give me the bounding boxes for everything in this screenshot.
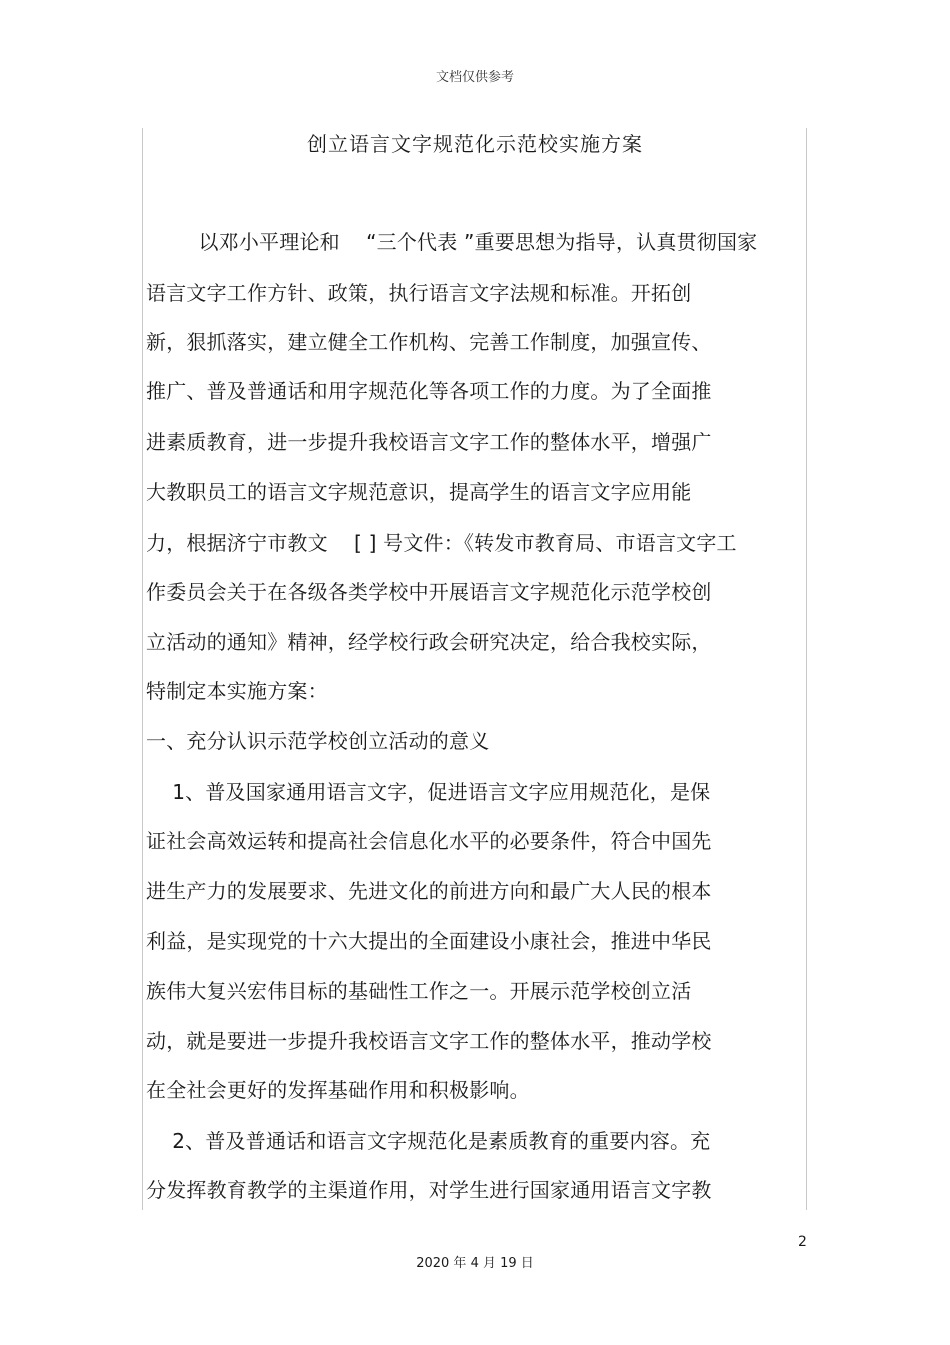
body-line: 分发挥教育教学的主渠道作用，对学生进行国家通用语言文字教 (146, 1178, 712, 1202)
body-line: 新，狠抓落实，建立健全工作机构、完善工作制度，加强宣传、 (146, 330, 712, 354)
body-line: 力，根据济宁市教文 [ ] 号文件：《转发市教育局、市语言文字工 (146, 531, 737, 555)
body-line: 推广、普及普通话和用字规范化等各项工作的力度。为了全面推 (146, 379, 712, 403)
body-line: 作委员会关于在各级各类学校中开展语言文字规范化示范学校创 (146, 580, 712, 604)
body-line: 证社会高效运转和提高社会信息化水平的必要条件，符合中国先 (146, 829, 712, 853)
page-number: 2 (798, 1234, 807, 1250)
body-line: 大教职员工的语言文字规范意识，提高学生的语言文字应用能 (146, 480, 692, 504)
document-title: 创立语言文字规范化示范校实施方案 (307, 132, 643, 156)
right-margin-rule (806, 128, 807, 1210)
body-line: 立活动的通知》精神，经学校行政会研究决定，给合我校实际， (146, 630, 712, 654)
body-line: 以邓小平理论和 “三个代表 ”重要思想为指导，认真贯彻国家 (146, 230, 758, 254)
body-line: 动，就是要进一步提升我校语言文字工作的整体水平，推动学校 (146, 1029, 712, 1053)
page-header: 文档仅供参考 (435, 70, 514, 85)
body-line: 2、普及普通话和语言文字规范化是素质教育的重要内容。充 (146, 1129, 711, 1153)
body-line: 利益，是实现党的十六大提出的全面建设小康社会，推进中华民 (146, 929, 712, 953)
body-line: 特制定本实施方案： (146, 679, 328, 703)
body-line: 进生产力的发展要求、先进文化的前进方向和最广大人民的根本 (146, 879, 712, 903)
body-line: 1、普及国家通用语言文字，促进语言文字应用规范化，是保 (146, 780, 711, 804)
section-heading: 一、充分认识示范学校创立活动的意义 (146, 729, 490, 753)
footer-date: 2020 年 4 月 19 日 (416, 1256, 534, 1271)
body-line: 语言文字工作方针、政策，执行语言文字法规和标准。开拓创 (146, 281, 692, 305)
body-line: 进素质教育，进一步提升我校语言文字工作的整体水平，增强广 (146, 430, 712, 454)
body-line: 族伟大复兴宏伟目标的基础性工作之一。开展示范学校创立活 (146, 979, 692, 1003)
left-margin-rule (142, 128, 143, 1210)
body-line: 在全社会更好的发挥基础作用和积极影响。 (146, 1078, 530, 1102)
